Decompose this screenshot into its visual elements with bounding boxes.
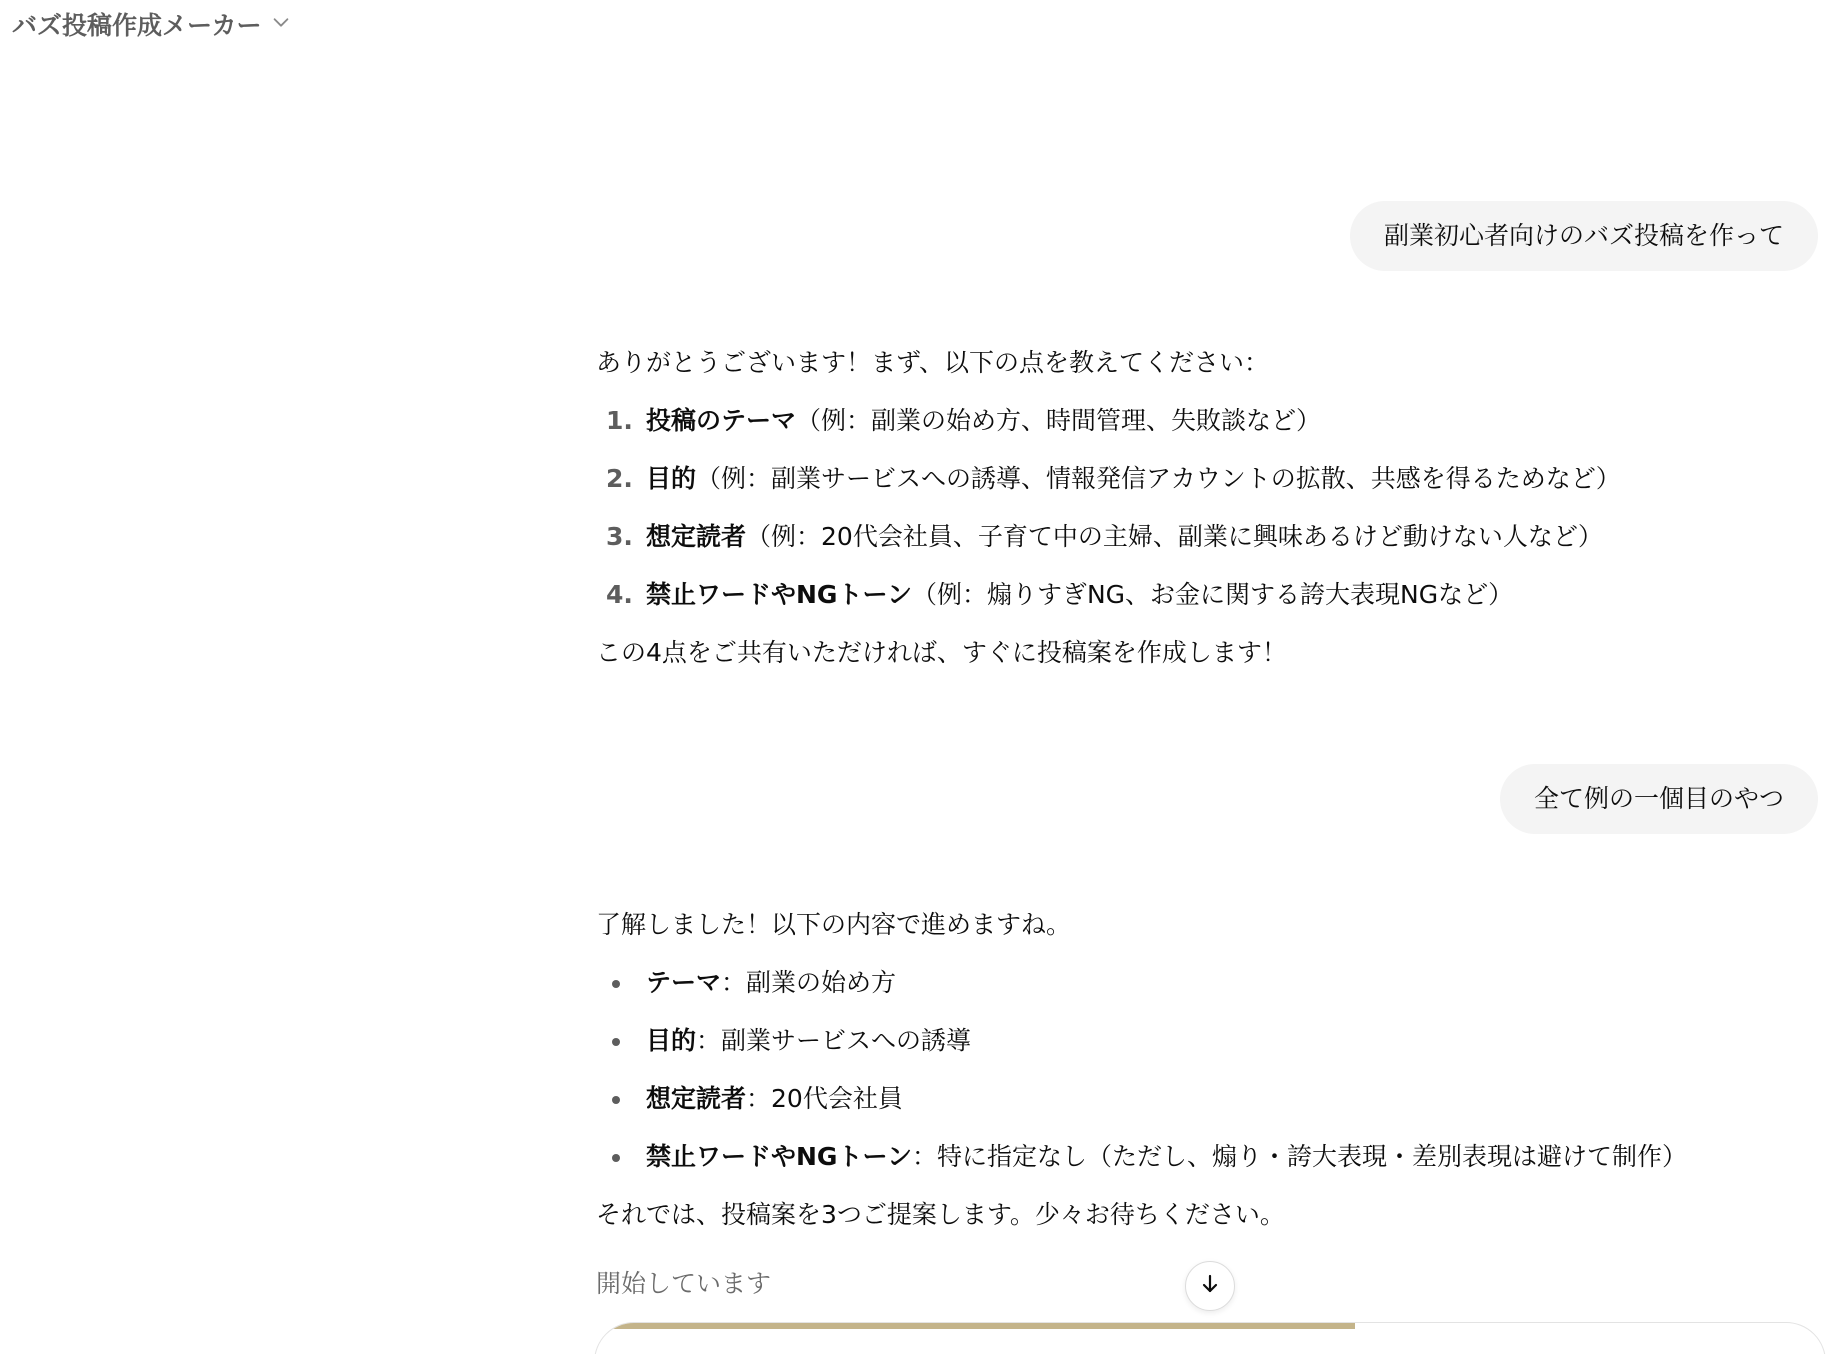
assistant-intro: 了解しました！以下の内容で進めますね。 bbox=[596, 910, 1072, 939]
list-item-text: （例：副業サービスへの誘導、情報発信アカウントの拡散、共感を得るためなど） bbox=[696, 464, 1621, 493]
user-message-bubble: 副業初心者向けのバズ投稿を作って bbox=[1350, 201, 1818, 271]
gpt-selector[interactable] bbox=[12, 6, 292, 42]
list-item-bold: 想定読者 bbox=[646, 522, 747, 551]
list-number: 1. bbox=[606, 406, 633, 435]
list-item-bold: 想定読者 bbox=[646, 1084, 747, 1113]
summary-list bbox=[596, 954, 1816, 1186]
list-item-bold: 目的 bbox=[646, 464, 697, 493]
list-item-text: ：副業サービスへの誘導 bbox=[696, 1026, 972, 1055]
list-item-bold: テーマ bbox=[646, 968, 722, 997]
list-item bbox=[596, 1012, 1816, 1070]
list-item bbox=[596, 508, 1816, 566]
list-item-bold: 禁止ワードやNGトーン bbox=[646, 580, 912, 609]
gpt-name: バズ投稿作成メーカー bbox=[12, 11, 262, 40]
bullet-icon bbox=[612, 980, 620, 988]
assistant-intro: ありがとうございます！まず、以下の点を教えてください： bbox=[596, 348, 1270, 377]
message-composer[interactable] bbox=[594, 1322, 1826, 1354]
list-item-bold: 目的 bbox=[646, 1026, 697, 1055]
assistant-outro: この4点をご共有いただければ、すぐに投稿案を作成します！ bbox=[596, 638, 1287, 667]
composer-accent-bar bbox=[595, 1323, 1355, 1329]
assistant-outro: それでは、投稿案を3つご提案します。少々お待ちください。 bbox=[596, 1200, 1285, 1229]
list-item-text: ：20代会社員 bbox=[746, 1084, 903, 1113]
list-item bbox=[596, 954, 1816, 1012]
list-item-text: （例：20代会社員、子育て中の主婦、副業に興味あるけど動けない人など） bbox=[746, 522, 1603, 551]
assistant-message bbox=[596, 334, 1816, 682]
arrow-down-icon bbox=[1198, 1272, 1222, 1300]
list-item bbox=[596, 1070, 1816, 1128]
list-item-text: （例：煽りすぎNG、お金に関する誇大表現NGなど） bbox=[911, 580, 1514, 609]
user-message-bubble: 全て例の一個目のやつ bbox=[1500, 764, 1818, 834]
list-item-text: （例：副業の始め方、時間管理、失敗談など） bbox=[796, 406, 1322, 435]
list-item bbox=[596, 392, 1816, 450]
bullet-icon bbox=[612, 1154, 620, 1162]
scroll-down-button[interactable] bbox=[1185, 1261, 1235, 1311]
assistant-message bbox=[596, 896, 1816, 1244]
list-item-bold: 禁止ワードやNGトーン bbox=[646, 1142, 912, 1171]
list-number: 4. bbox=[606, 580, 633, 609]
generating-status: 開始しています bbox=[596, 1269, 772, 1298]
list-item-text: ：副業の始め方 bbox=[721, 968, 897, 997]
list-item-text: ：特に指定なし（ただし、煽り・誇大表現・差別表現は避けて制作） bbox=[911, 1142, 1687, 1171]
list-item bbox=[596, 566, 1816, 624]
question-list bbox=[596, 392, 1816, 624]
list-number: 3. bbox=[606, 522, 633, 551]
list-item-bold: 投稿のテーマ bbox=[646, 406, 797, 435]
list-item bbox=[596, 450, 1816, 508]
bullet-icon bbox=[612, 1038, 620, 1046]
chevron-down-icon bbox=[270, 10, 292, 39]
bullet-icon bbox=[612, 1096, 620, 1104]
list-number: 2. bbox=[606, 464, 633, 493]
list-item bbox=[596, 1128, 1816, 1186]
